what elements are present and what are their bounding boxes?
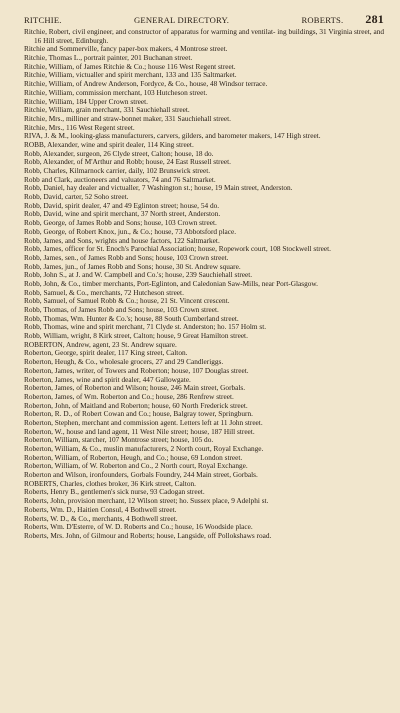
directory-entry: Roberton, James, writer, of Towers and Roberton; house, 107 Douglas street. [24, 365, 249, 375]
directory-entry: Robb, James, jun., of James Robb and Sons; house, 30 St. Andrew square. [24, 261, 241, 271]
header-right: ROBERTS. [301, 15, 344, 25]
directory-entry: Roberton, James, of Wm. Roberton and Co.; house, 286 Renfrew street. [24, 391, 234, 401]
directory-entry: Robb, James, sen., of James Robb and Sons; house, 103 Crown street. [24, 252, 229, 262]
directory-entry: Roberton, Stephen, merchant and commission agent. Letters left at 11 John street. [24, 417, 263, 427]
directory-entry: Robb, George, of James Robb and Sons; house, 103 Crown street. [24, 218, 217, 228]
header-left: RITCHIE. [24, 15, 62, 25]
directory-entry: Robb, George, of Robert Knox, jun., & Co.; house, 73 Abbotsford place. [24, 226, 237, 236]
directory-entry: Robb, James, and Sons, wrights and house factors, 122 Saltmarket. [24, 235, 220, 245]
directory-entry: Ritchie, William, victualler and spirit merchant, 133 and 135 Saltmarket. [24, 70, 237, 80]
directory-entry: Robb, Alexander, surgeon, 26 Clyde street, Calton; house, 18 do. [24, 148, 214, 158]
directory-entry: Robb, Daniel, hay dealer and victualler, 7 Washington st.; house, 19 Main street, Anderston. [24, 183, 293, 193]
directory-entry: Roberton, W., house and land agent, 11 West Nile street; house, 187 Hill street. [24, 426, 255, 436]
directory-entry: RIVA, J. & M., looking-glass manufacturers, carvers, gilders, and barometer makers, 147 High street. [24, 131, 321, 141]
directory-entry: Roberton, William, & Co., muslin manufacturers, 2 North court, Royal Exchange. [24, 444, 264, 453]
header-center: GENERAL DIRECTORY. [134, 15, 230, 25]
directory-entry: Roberton, William, of Roberton, Heugh, and Co.; house, 69 London street. [24, 452, 243, 462]
directory-entry: Roberton, James, wine and spirit dealer, 447 Gallowgate. [24, 374, 191, 384]
directory-entries [24, 28, 384, 541]
directory-entry: Roberts, Mrs. John, of Gilmour and Roberts; house, Langside, off Pollokshaws road. [24, 530, 272, 540]
directory-entry: Robb, Thomas, wine and spirit merchant, 71 Clyde st. Anderston; ho. 157 Holm st. [24, 322, 267, 332]
directory-entry: Roberton, R. D., of Robert Cowan and Co.; house, Balgray tower, Springburn. [24, 409, 253, 419]
directory-entry: Roberts, W. D., & Co., merchants, 4 Bothwell street. [24, 513, 178, 523]
directory-entry: ROBERTON, Andrew, agent, 23 St. Andrew square. [24, 339, 177, 349]
directory-entry: Robb, Samuel, & Co., merchants, 72 Hutcheson street. [24, 287, 184, 297]
directory-entry: Ritchie, Mrs., milliner and straw-bonnet maker, 331 Sauchiehall street. [24, 113, 232, 123]
directory-entry: Ritchie, William, of Andrew Anderson, Fordyce, & Co., house, 48 Windsor terrace. [24, 79, 268, 89]
directory-entry: Robb, John, & Co., timber merchants, Port-Eglinton, and Caledonian Saw-Mills, near Port-Glasgow. [24, 278, 318, 288]
directory-entry: Robb, Samuel, of Samuel Robb & Co.; house, 21 St. Vincent crescent. [24, 296, 230, 306]
directory-entry: Robb, Thomas, of James Robb and Sons; house, 103 Crown street. [24, 305, 219, 314]
directory-entry: Roberton, Heugh, & Co., wholesale grocers, 27 and 29 Candleriggs. [24, 357, 224, 367]
running-header [24, 12, 384, 26]
directory-entry: Roberts, Wm. D., Haitien Consul, 4 Bothwell street. [24, 504, 177, 514]
directory-entry: Robb, John S., at J. and W. Campbell and Co.'s; house, 239 Sauchiehall street. [24, 270, 253, 280]
directory-entry: Robb, David, spirit dealer, 47 and 49 Eglinton street; house, 54 do. [24, 200, 220, 210]
directory-entry: Roberton and Wilson, ironfounders, Gorbals Foundry, 244 Main street, Gorbals. [24, 470, 258, 480]
directory-entry: Roberts, John, provision merchant, 12 Wilson street; ho. Sussex place, 9 Adelphi st. [24, 496, 269, 506]
directory-entry: Ritchie, William, 184 Upper Crown street. [24, 96, 149, 106]
page-number: 281 [365, 12, 384, 26]
directory-entry: Robb, David, wine and spirit merchant, 37 North street, Anderston. [24, 209, 221, 219]
directory-entry: Roberton, George, spirit dealer, 117 King street, Calton. [24, 348, 188, 358]
directory-entry: Roberton, William, of W. Roberton and Co., 2 North court, Royal Exchange. [24, 461, 248, 471]
directory-entry: Robb, William, wright, 8 Kirk street, Calton; house, 9 Great Hamilton street. [24, 331, 248, 341]
directory-entry: Robb, Charles, Kilmarnock carrier, daily, 102 Brunswick street. [24, 166, 211, 175]
directory-entry: Ritchie and Sommerville, fancy paper-box makers, 4 Montrose street. [24, 44, 228, 54]
directory-entry: Roberts, Henry B., gentlemen's sick nurse, 93 Cadogan street. [24, 487, 205, 497]
directory-entry: Ritchie, William, grain merchant, 331 Sauchiehall street. [24, 105, 190, 115]
directory-entry: Ritchie, Robert, civil engineer, and constructor of apparatus for warming and ventilat- ing buildings, 31 Virginia street, and 16 Hill street, Edinburgh. [24, 27, 384, 45]
directory-entry: Ritchie, William, of James Ritchie & Co.; house 116 West Regent street. [24, 61, 236, 71]
directory-entry: Robb, James, officer for St. Enoch's Parochial Association; house, Ropework court, 108 Stockwell street. [24, 244, 331, 254]
directory-entry: Robb, Alexander, of M'Arthur and Robb; house, 24 East Russell street. [24, 157, 231, 167]
directory-entry: Ritchie, Thomas L., portrait painter, 201 Buchanan street. [24, 53, 193, 63]
directory-entry: Robb, David, carter, 52 Soho street. [24, 192, 129, 202]
directory-entry: Robb and Clark, auctioneers and valuators, 74 and 76 Saltmarket. [24, 174, 216, 184]
directory-entry: Robb, Thomas, Wm. Hunter & Co.'s; house, 88 South Cumberland street. [24, 313, 239, 323]
directory-entry: ROBB, Alexander, wine and spirit dealer, 114 King street. [24, 139, 194, 149]
directory-entry: Roberton, William, starcher, 107 Montrose street; house, 105 do. [24, 435, 214, 445]
directory-entry: Roberts, Wm. D'Esterre, of W. D. Roberts and Co.; house, 16 Woodside place. [24, 522, 253, 532]
directory-entry: Ritchie, Mrs., 116 West Regent street. [24, 122, 135, 132]
directory-entry: Roberton, James, of Roberton and Wilson; house, 246 Main street, Gorbals. [24, 383, 246, 393]
directory-entry: ROBERTS, Charles, clothes broker, 36 Kirk street, Calton. [24, 478, 196, 488]
directory-entry: Roberton, John, of Maitland and Roberton; house, 60 North Frederick street. [24, 400, 248, 410]
directory-entry: Ritchie, William, commission merchant, 103 Hutcheson street. [24, 87, 208, 97]
